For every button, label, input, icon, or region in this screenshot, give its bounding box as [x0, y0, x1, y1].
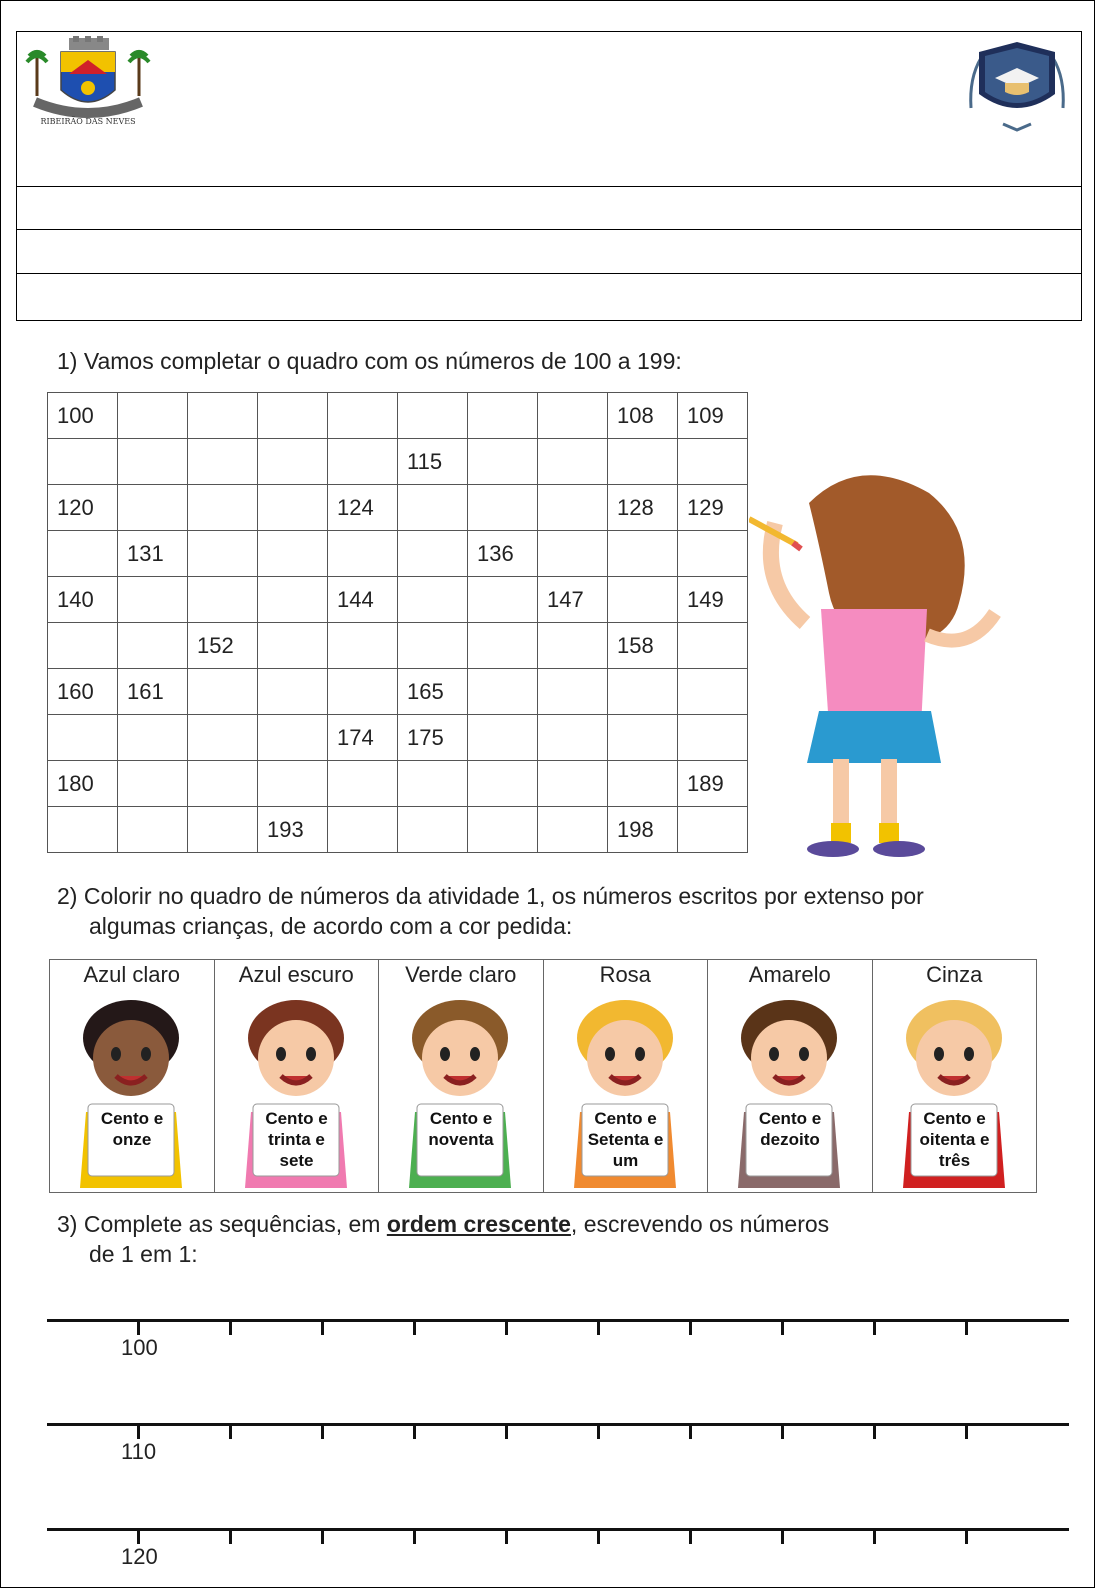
question-3-prompt-line2: de 1 em 1: [89, 1241, 198, 1267]
logo-row [17, 32, 1081, 187]
grid-cell[interactable] [328, 531, 398, 577]
grid-cell[interactable]: 144 [328, 577, 398, 623]
grid-cell[interactable] [48, 531, 118, 577]
grid-cell[interactable] [258, 485, 328, 531]
color-name: Cinza [926, 962, 983, 987]
number-sign: Cento e dezoito [758, 1109, 822, 1149]
sequence-answer-slot[interactable] [567, 1437, 629, 1467]
child-illustration [395, 992, 525, 1188]
grid-cell[interactable] [328, 807, 398, 853]
child-illustration [66, 992, 196, 1188]
grid-row [48, 669, 748, 715]
grid-cell[interactable] [468, 669, 538, 715]
sequence-answer-slot[interactable] [935, 1542, 997, 1572]
grid-cell[interactable] [538, 761, 608, 807]
grid-cell[interactable] [678, 715, 748, 761]
sequence-answer-slot[interactable] [291, 1333, 353, 1363]
grid-cell[interactable] [258, 761, 328, 807]
grid-cell[interactable] [678, 807, 748, 853]
grid-cell[interactable] [538, 531, 608, 577]
grid-cell[interactable] [188, 485, 258, 531]
grid-row [48, 485, 748, 531]
grid-cell[interactable] [538, 715, 608, 761]
color-name: Rosa [599, 962, 651, 987]
color-name: Azul escuro [238, 962, 354, 987]
grid-cell[interactable]: 147 [538, 577, 608, 623]
grid-cell[interactable]: 140 [48, 577, 118, 623]
grid-cell[interactable]: 109 [678, 393, 748, 439]
question-3-emphasis: ordem crescente [386, 1211, 571, 1237]
grid-cell[interactable] [608, 715, 678, 761]
sequence-answer-slot[interactable] [567, 1542, 629, 1572]
grid-cell[interactable] [468, 715, 538, 761]
girl-drawing-illustration [749, 463, 1019, 873]
sequence-answer-slot[interactable] [383, 1542, 445, 1572]
sequence-answer-slot[interactable] [291, 1542, 353, 1572]
grid-cell[interactable]: 158 [608, 623, 678, 669]
sequence-start-number: 120 [121, 1544, 158, 1569]
grid-cell[interactable] [678, 669, 748, 715]
sequence-answer-slot[interactable] [843, 1542, 905, 1572]
grid-cell[interactable] [188, 393, 258, 439]
sequence-answer-slot[interactable] [475, 1333, 537, 1363]
grid-cell[interactable]: 198 [608, 807, 678, 853]
grid-cell[interactable] [468, 485, 538, 531]
grid-cell[interactable] [188, 577, 258, 623]
question-2-prompt-line2: algumas crianças, de acordo com a cor pedida: [89, 913, 573, 939]
child-card [544, 960, 709, 1192]
grid-cell[interactable] [608, 669, 678, 715]
child-illustration [724, 992, 854, 1188]
number-line-tick [137, 1528, 140, 1544]
color-name: Verde claro [405, 962, 517, 987]
number-sign: Cento e Setenta e um [587, 1109, 664, 1170]
grid-cell[interactable] [258, 623, 328, 669]
grid-cell[interactable] [398, 761, 468, 807]
child-card [708, 960, 873, 1192]
sequence-answer-slot[interactable] [935, 1333, 997, 1363]
grid-cell[interactable] [468, 393, 538, 439]
grid-cell[interactable] [468, 439, 538, 485]
grid-cell[interactable] [468, 623, 538, 669]
number-grid [47, 392, 748, 853]
grid-row [48, 761, 748, 807]
grid-cell[interactable] [328, 761, 398, 807]
grid-cell[interactable]: 100 [48, 393, 118, 439]
child-card [50, 960, 215, 1192]
grid-row [48, 393, 748, 439]
question-3-prompt-start: 3) Complete as sequências, em [57, 1211, 387, 1237]
grid-cell[interactable] [608, 577, 678, 623]
grid-cell[interactable] [538, 807, 608, 853]
grid-cell[interactable] [258, 393, 328, 439]
grid-cell[interactable] [608, 761, 678, 807]
question-2-prompt-line1: 2) Colorir no quadro de números da atividade 1, os números escritos por extenso por [57, 883, 924, 909]
city-coat-of-arms-icon [25, 36, 151, 128]
grid-row [48, 623, 748, 669]
sequence-answer-slot[interactable] [659, 1437, 721, 1467]
grid-cell[interactable] [328, 669, 398, 715]
grid-cell[interactable]: 174 [328, 715, 398, 761]
grid-cell[interactable]: 161 [118, 669, 188, 715]
number-sign: Cento e oitenta e três [919, 1109, 990, 1170]
grid-cell[interactable] [258, 439, 328, 485]
number-line [47, 1423, 1069, 1426]
sequence-answer-slot[interactable] [383, 1437, 445, 1467]
grid-cell[interactable] [258, 669, 328, 715]
grid-cell[interactable] [48, 807, 118, 853]
grid-cell[interactable]: 136 [468, 531, 538, 577]
sequence-start-number: 110 [121, 1439, 157, 1464]
grid-cell[interactable] [328, 623, 398, 669]
sequence-answer-slot[interactable] [291, 1437, 353, 1467]
grid-row [48, 531, 748, 577]
graduation-shield-icon [965, 38, 1069, 134]
grid-cell[interactable] [398, 485, 468, 531]
number-line-tick [137, 1319, 140, 1335]
header-box [16, 31, 1082, 321]
grid-cell[interactable]: 129 [678, 485, 748, 531]
grid-cell[interactable]: 160 [48, 669, 118, 715]
color-name: Amarelo [748, 962, 831, 987]
child-card [379, 960, 544, 1192]
sequence-answer-slot[interactable] [475, 1437, 537, 1467]
grid-row [48, 807, 748, 853]
grid-cell[interactable] [188, 715, 258, 761]
number-sign: Cento e trinta e sete [265, 1109, 328, 1170]
question-3-prompt-line1 [57, 1209, 1029, 1239]
grid-cell[interactable] [118, 715, 188, 761]
sequence-answer-slot[interactable] [843, 1333, 905, 1363]
grid-row [48, 577, 748, 623]
grid-cell[interactable] [188, 761, 258, 807]
grid-cell[interactable] [398, 623, 468, 669]
grid-cell[interactable]: 193 [258, 807, 328, 853]
grid-cell[interactable] [398, 807, 468, 853]
sequence-start-number: 100 [121, 1335, 158, 1360]
grid-cell[interactable] [188, 807, 258, 853]
grid-cell[interactable] [48, 623, 118, 669]
grid-cell[interactable] [258, 531, 328, 577]
grid-cell[interactable] [258, 715, 328, 761]
grid-cell[interactable] [468, 577, 538, 623]
sequence-answer-slot[interactable] [199, 1333, 261, 1363]
sequence-answer-slot[interactable] [843, 1437, 905, 1467]
grid-cell[interactable] [328, 393, 398, 439]
grid-cell[interactable] [118, 761, 188, 807]
grid-cell[interactable] [118, 439, 188, 485]
grid-cell[interactable]: 115 [398, 439, 468, 485]
sequence-answer-slot[interactable] [383, 1333, 445, 1363]
grid-cell[interactable] [678, 623, 748, 669]
sequence-answer-slot[interactable] [659, 1542, 721, 1572]
grid-cell[interactable] [48, 439, 118, 485]
header-line-2 [17, 273, 1081, 274]
sequence-answer-slot[interactable] [199, 1542, 261, 1572]
grid-cell[interactable] [118, 393, 188, 439]
grid-cell[interactable] [398, 577, 468, 623]
grid-cell[interactable] [398, 393, 468, 439]
grid-cell[interactable] [188, 669, 258, 715]
grid-cell[interactable]: 131 [118, 531, 188, 577]
grid-row [48, 439, 748, 485]
child-card [873, 960, 1037, 1192]
question-1-prompt: 1) Vamos completar o quadro com os números de 100 a 199: [57, 348, 682, 374]
grid-cell[interactable] [48, 715, 118, 761]
sequence-answer-slot[interactable] [199, 1437, 261, 1467]
grid-cell[interactable] [118, 623, 188, 669]
number-sign: Cento e noventa [428, 1109, 494, 1149]
grid-cell[interactable] [608, 531, 678, 577]
grid-cell[interactable]: 189 [678, 761, 748, 807]
grid-cell[interactable]: 180 [48, 761, 118, 807]
grid-cell[interactable] [538, 439, 608, 485]
grid-cell[interactable] [678, 439, 748, 485]
grid-cell[interactable]: 165 [398, 669, 468, 715]
number-sign: Cento e onze [100, 1109, 164, 1149]
sequence-answer-slot[interactable] [751, 1437, 813, 1467]
grid-cell[interactable] [538, 623, 608, 669]
grid-cell[interactable]: 175 [398, 715, 468, 761]
grid-cell[interactable] [608, 439, 678, 485]
sequence-answer-slot[interactable] [567, 1333, 629, 1363]
sequence-answer-slot[interactable] [751, 1542, 813, 1572]
grid-cell[interactable] [188, 531, 258, 577]
grid-cell[interactable] [118, 485, 188, 531]
grid-cell[interactable] [678, 531, 748, 577]
sequence-answer-slot[interactable] [475, 1542, 537, 1572]
sequence-answer-slot[interactable] [751, 1333, 813, 1363]
number-line-tick [137, 1423, 140, 1439]
number-line [47, 1528, 1069, 1531]
number-line [47, 1319, 1069, 1322]
grid-cell[interactable]: 128 [608, 485, 678, 531]
grid-cell[interactable] [468, 807, 538, 853]
svg-text:RIBEIRÃO DAS NEVES: RIBEIRÃO DAS NEVES [40, 117, 136, 126]
question-3-prompt-end: , escrevendo os números [570, 1211, 830, 1237]
grid-cell[interactable] [398, 531, 468, 577]
sequence-answer-slot[interactable] [659, 1333, 721, 1363]
children-color-key [49, 959, 1037, 1193]
grid-cell[interactable]: 120 [48, 485, 118, 531]
grid-cell[interactable]: 152 [188, 623, 258, 669]
grid-cell[interactable] [468, 761, 538, 807]
grid-cell[interactable] [538, 485, 608, 531]
grid-cell[interactable] [538, 393, 608, 439]
grid-cell[interactable]: 124 [328, 485, 398, 531]
grid-cell[interactable] [188, 439, 258, 485]
grid-cell[interactable] [118, 807, 188, 853]
header-line-1 [17, 229, 1081, 230]
child-card [215, 960, 380, 1192]
grid-cell[interactable] [258, 577, 328, 623]
grid-cell[interactable] [538, 669, 608, 715]
grid-cell[interactable] [328, 439, 398, 485]
grid-row [48, 715, 748, 761]
grid-cell[interactable]: 149 [678, 577, 748, 623]
grid-cell[interactable] [118, 577, 188, 623]
color-name: Azul claro [83, 962, 181, 987]
sequence-answer-slot[interactable] [935, 1437, 997, 1467]
grid-cell[interactable]: 108 [608, 393, 678, 439]
